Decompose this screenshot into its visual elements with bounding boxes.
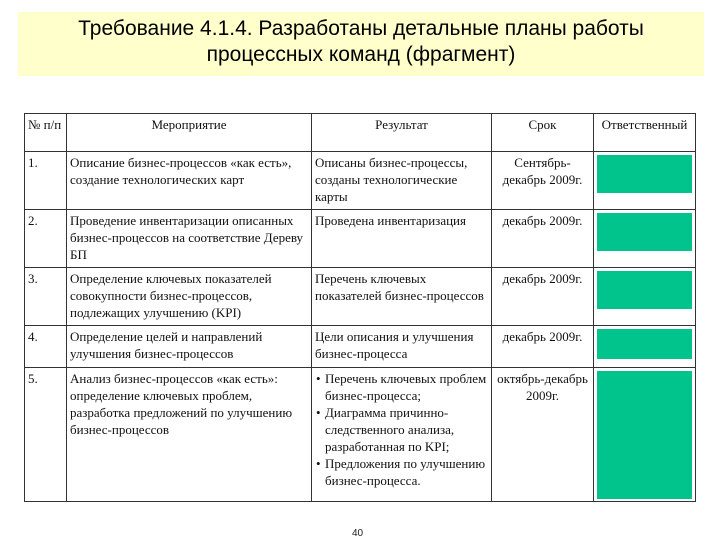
responsible-redacted-box — [597, 329, 692, 359]
slide-title-line-2: процессных команд (фрагмент) — [206, 43, 516, 66]
row-result: Описаны бизнес-процессы, созданы технологические карты — [312, 152, 492, 210]
row-activity: Описание бизнес-процессов «как есть», создание технологических карт — [67, 152, 312, 210]
responsible-redacted-box — [597, 271, 692, 309]
responsible-redacted-box — [597, 213, 692, 251]
list-item: • Перечень ключевых проблем бизнес-процесса; — [325, 370, 488, 404]
list-item: • Предложения по улучшению бизнес-процесса. — [325, 455, 488, 489]
slide-title-line-1: Требование 4.1.4. Разработаны детальные планы работы — [78, 17, 644, 40]
row-result: Перечень ключевых показателей бизнес-процессов — [312, 268, 492, 326]
page-number: 40 — [352, 528, 364, 539]
row-num: 4. — [25, 326, 67, 368]
header-result: Результат — [312, 114, 492, 152]
header-responsible: Ответственный — [594, 114, 696, 152]
row-activity: Определение целей и направлений улучшения бизнес-процессов — [67, 326, 312, 368]
row-result: Проведена инвентаризация — [312, 210, 492, 268]
slide-title — [18, 16, 704, 68]
responsible-redacted-box — [597, 155, 692, 193]
header-activity: Мероприятие — [67, 114, 312, 152]
row-num: 5. — [25, 368, 67, 502]
table-row — [25, 210, 696, 268]
row-num: 1. — [25, 152, 67, 210]
row-num: 3. — [25, 268, 67, 326]
list-item: • Диаграмма причинно-следственного анализа, разработанная по KPI; — [325, 404, 488, 455]
row-activity: Определение ключевых показателей совокупности бизнес-процессов, подлежащих улучшению (KPI) — [67, 268, 312, 326]
table-row — [25, 152, 696, 210]
table-row — [25, 326, 696, 368]
row-term: октябрь-декабрь 2009г. — [492, 368, 594, 502]
row-activity: Проведение инвентаризации описанных бизнес-процессов на соответствие Дереву БП — [67, 210, 312, 268]
row-responsible — [594, 268, 696, 326]
result-bullet-list — [315, 370, 488, 489]
row-responsible — [594, 152, 696, 210]
row-num: 2. — [25, 210, 67, 268]
row-responsible — [594, 326, 696, 368]
table-row — [25, 268, 696, 326]
row-result: Цели описания и улучшения бизнес-процесса — [312, 326, 492, 368]
row-responsible — [594, 368, 696, 502]
responsible-redacted-box — [597, 371, 692, 499]
row-term: декабрь 2009г. — [492, 268, 594, 326]
row-result — [312, 368, 492, 502]
header-term: Срок — [492, 114, 594, 152]
row-activity: Анализ бизнес-процессов «как есть»: определение ключевых проблем, разработка предложений по улучшению бизнес-процессов — [67, 368, 312, 502]
table-row — [25, 368, 696, 502]
work-plan-table — [24, 113, 696, 502]
row-term: Сентябрь-декабрь 2009г. — [492, 152, 594, 210]
row-term: декабрь 2009г. — [492, 210, 594, 268]
row-term: декабрь 2009г. — [492, 326, 594, 368]
header-num: № п/п — [25, 114, 67, 152]
row-responsible — [594, 210, 696, 268]
table-header-row — [25, 114, 696, 152]
